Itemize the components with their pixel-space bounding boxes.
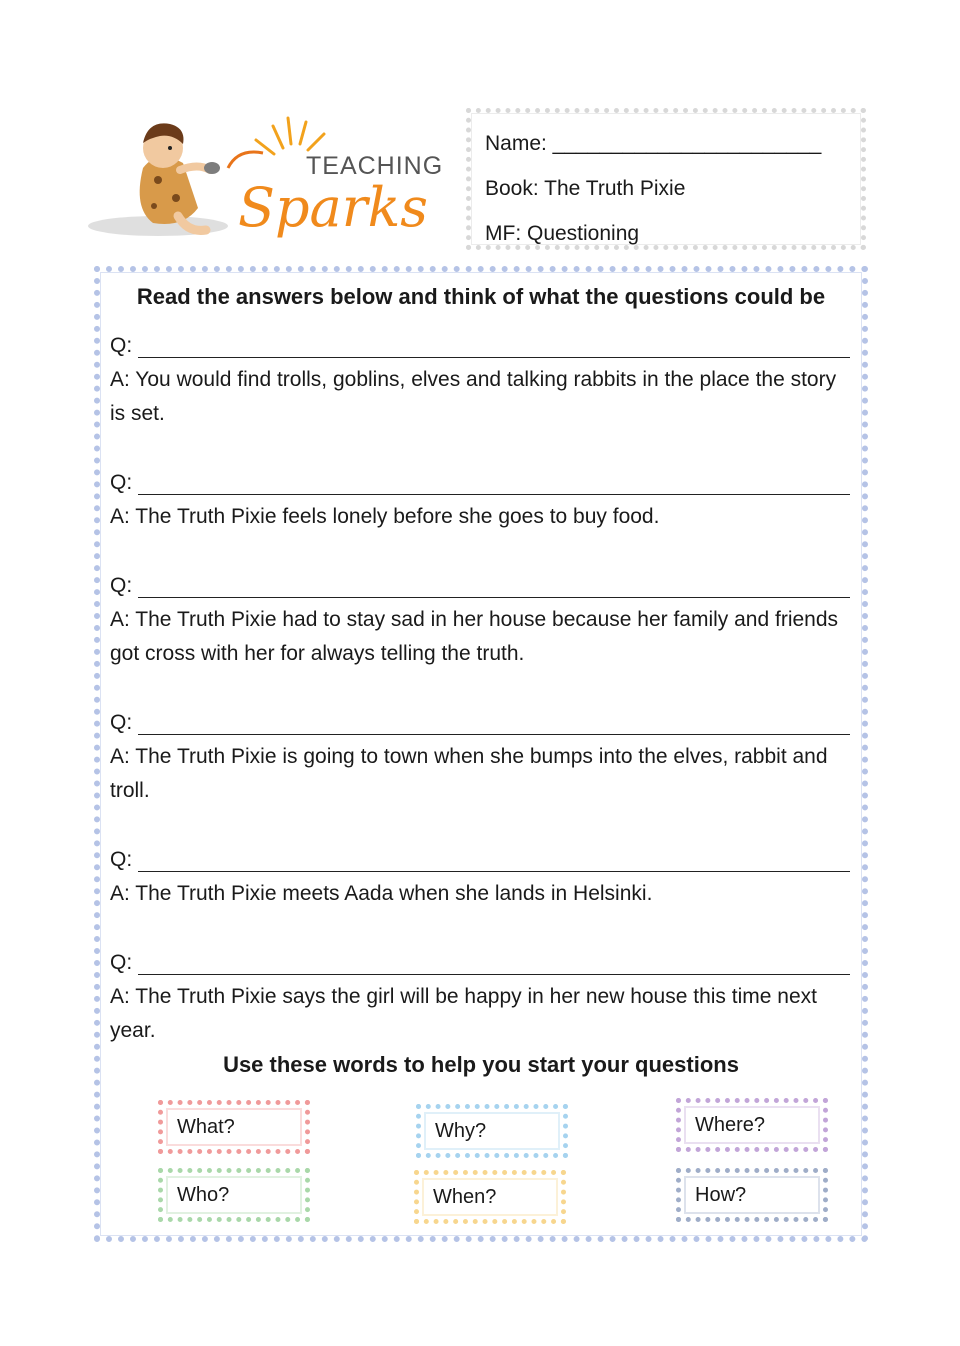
question-line[interactable] [110, 569, 850, 603]
answer-rule [138, 597, 850, 598]
book-label: Book: The Truth Pixie [485, 177, 686, 200]
mf-label: MF: Questioning [485, 222, 640, 245]
answer-rule [138, 494, 850, 495]
question-line[interactable] [110, 843, 850, 877]
logo-brand-main: Sparks [238, 176, 429, 239]
question-prefix: Q: [110, 574, 133, 597]
word-label: When? [433, 1185, 497, 1208]
qa-item [110, 569, 850, 671]
answer-rule [138, 871, 850, 872]
question-line[interactable] [110, 466, 850, 500]
word-box-who [158, 1168, 310, 1222]
answer-text: A: The Truth Pixie is going to town when she bumps into the elves, rabbit and troll. [110, 745, 828, 802]
question-prefix: Q: [110, 334, 133, 357]
instruction-heading: Read the answers below and think of what the questions could be [136, 284, 826, 309]
name-field-label[interactable]: Name: _______________________ [485, 132, 822, 155]
answer-text: A: The Truth Pixie says the girl will be happy in her new house this time next year. [110, 985, 817, 1042]
student-info-box [466, 108, 866, 250]
answer-text: A: The Truth Pixie had to stay sad in her house because her family and friends got cross with her for always telling the truth. [110, 608, 839, 665]
question-prefix: Q: [110, 951, 133, 974]
qa-item [110, 466, 850, 534]
worksheet-box [94, 266, 868, 1242]
qa-item [110, 843, 850, 911]
word-label: What? [177, 1115, 235, 1138]
word-label: Why? [435, 1119, 487, 1142]
word-label: Who? [177, 1183, 230, 1206]
word-box-why [416, 1104, 568, 1158]
word-label: How? [695, 1183, 747, 1206]
logo-graphic [88, 108, 448, 248]
qa-item [110, 706, 850, 808]
word-box-where [676, 1098, 828, 1152]
qa-item [110, 329, 850, 431]
question-prefix: Q: [110, 711, 133, 734]
question-prefix: Q: [110, 848, 133, 871]
answer-text: A: The Truth Pixie feels lonely before she goes to buy food. [110, 505, 660, 528]
answer-text: A: You would find trolls, goblins, elves and talking rabbits in the place the story is set. [110, 368, 837, 425]
teaching-sparks-logo [88, 108, 448, 248]
helper-heading: Use these words to help you start your questions [223, 1052, 739, 1077]
question-line[interactable] [110, 706, 850, 740]
question-prefix: Q: [110, 471, 133, 494]
word-box-when [414, 1170, 566, 1224]
question-line[interactable] [110, 946, 850, 980]
answer-text: A: The Truth Pixie meets Aada when she lands in Helsinki. [110, 882, 653, 905]
question-line[interactable] [110, 329, 850, 363]
qa-item [110, 946, 850, 1048]
answer-rule [138, 734, 850, 735]
answer-rule [138, 974, 850, 975]
answer-rule [138, 357, 850, 358]
logo-brand-top: TEACHING [306, 152, 444, 180]
word-box-what [158, 1100, 310, 1154]
word-box-how [676, 1168, 828, 1222]
word-label: Where? [695, 1113, 766, 1136]
